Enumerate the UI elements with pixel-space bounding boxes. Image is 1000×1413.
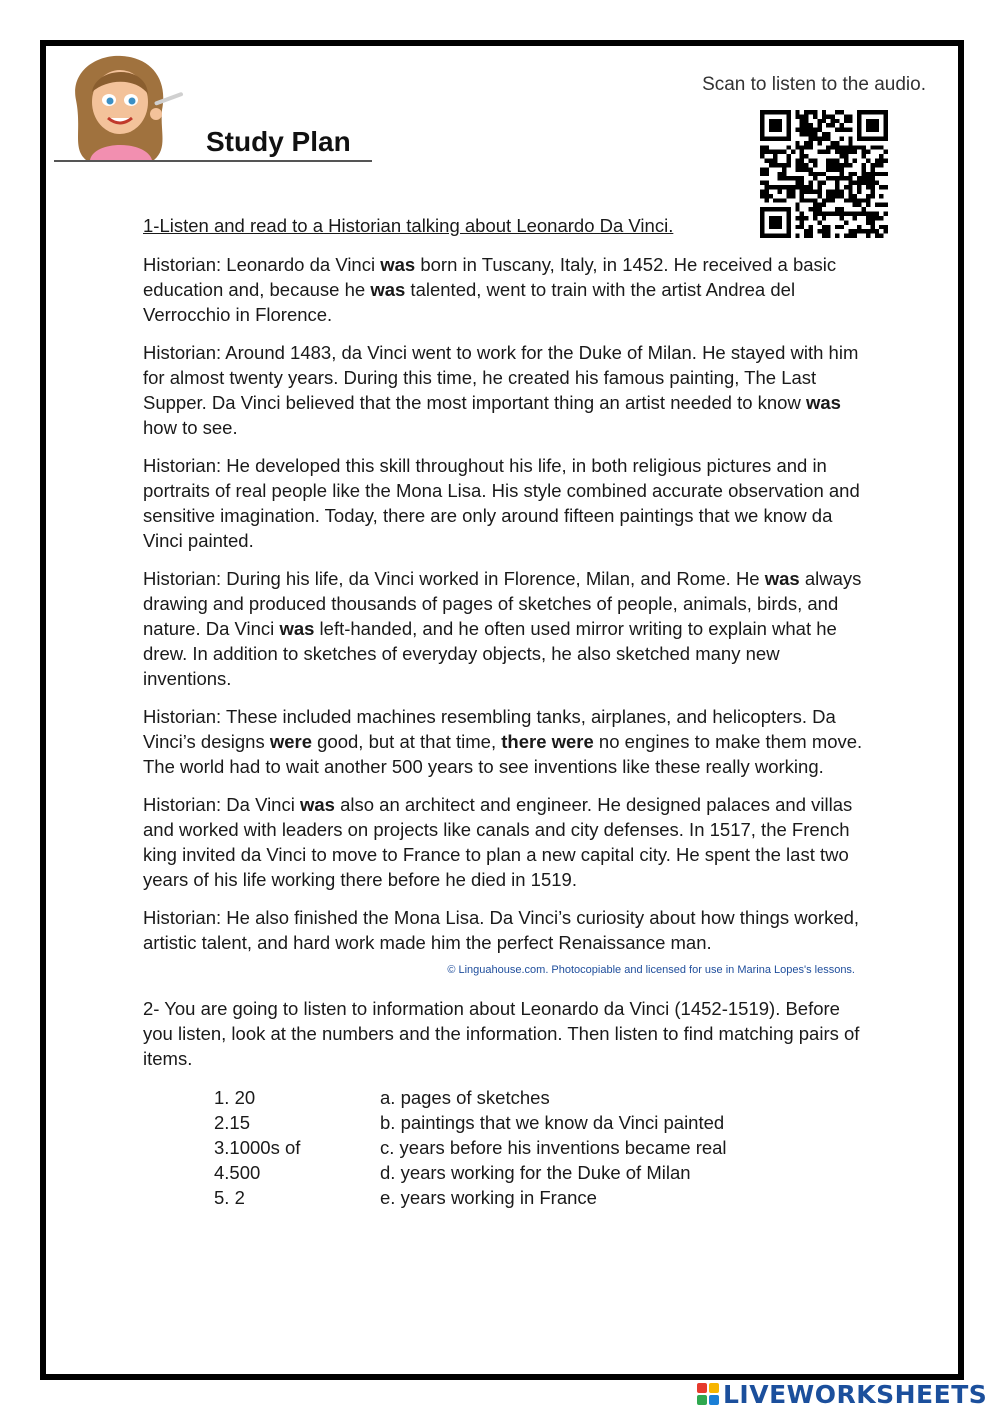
historian-paragraph: Historian: Around 1483, da Vinci went to work for the Duke of Milan. He stayed with him for almost twenty years. During this time, he created his famous painting, The Last Supper. Da Vinci believed that the most important thing an artist needed to know was how to see. — [143, 342, 859, 438]
match-row — [214, 1110, 727, 1135]
worksheet-page — [40, 40, 964, 1380]
logo-square — [709, 1383, 719, 1393]
historian-paragraph: Historian: During his life, da Vinci worked in Florence, Milan, and Rome. He was always drawing and produced thousands of pages of sketches of people, animals, birds, and nature. Da Vinci was left-handed, and he often used mirror writing to explain what he drew. In addition to sketches of everyday objects, he also sketched many new inventions. — [143, 568, 862, 689]
match-row — [214, 1085, 727, 1110]
match-number: 5. 2 — [214, 1187, 245, 1208]
page-title: Study Plan — [206, 126, 351, 157]
match-info: e. years working in France — [380, 1187, 597, 1208]
historian-paragraph: Historian: These included machines resembling tanks, airplanes, and helicopters. Da Vinci’s designs were good, but at that time, there were no engines to make them move. The world had to wait another 500 years to see inventions like these really working. — [143, 706, 863, 777]
match-row — [214, 1160, 727, 1185]
section1-heading: 1-Listen and read to a Historian talking about Leonardo Da Vinci. — [143, 215, 674, 236]
logo-square — [697, 1395, 707, 1405]
match-number: 4.500 — [214, 1162, 261, 1183]
historian-paragraph: Historian: He developed this skill throughout his life, in both religious pictures and in portraits of real people like the Mona Lisa. His style combined accurate observation and sensitive imagination. Today, there are only around fifteen paintings that we know da Vinci painted. — [143, 455, 860, 551]
match-number: 3.1000s of — [214, 1137, 301, 1158]
reading-text — [143, 252, 863, 955]
title-underline — [54, 126, 372, 162]
match-info: d. years working for the Duke of Milan — [380, 1162, 691, 1183]
logo-square — [697, 1383, 707, 1393]
copyright-notice: © Linguahouse.com. Photocopiable and licensed for use in Marina Lopes's lessons. — [447, 964, 855, 976]
section2-instructions: 2- You are going to listen to information about Leonardo da Vinci (1452-1519). Before you listen, look at the numbers and the information. Then listen to find matching pairs of items. — [143, 998, 860, 1069]
historian-paragraph: Historian: Leonardo da Vinci was born in Tuscany, Italy, in 1452. He received a basic education and, because he was talented, went to train with the artist Andrea del Verrocchio in Florence. — [143, 254, 837, 325]
match-info: c. years before his inventions became real — [380, 1137, 727, 1158]
liveworksheets-logo-text: LIVEWORKSHEETS — [723, 1379, 988, 1409]
match-row — [214, 1185, 727, 1210]
match-row — [214, 1135, 727, 1160]
historian-paragraph: Historian: Da Vinci was also an architect and engineer. He designed palaces and villas and worked with leaders on projects like canals and city defenses. In 1517, the French king invited da Vinci to move to France to plan a new capital city. He spent the last two years of his life working there before he died in 1519. — [143, 794, 853, 890]
match-info: b. paintings that we know da Vinci painted — [380, 1112, 725, 1133]
scan-instruction: Scan to listen to the audio. — [702, 74, 926, 95]
liveworksheets-logo-icon — [697, 1383, 719, 1405]
match-number: 2.15 — [214, 1112, 251, 1133]
content — [143, 214, 863, 1210]
historian-paragraph: Historian: He also finished the Mona Lisa. Da Vinci’s curiosity about how things worked, artistic talent, and hard work made him the perfect Renaissance man. — [143, 907, 860, 953]
liveworksheets-logo[interactable] — [697, 1378, 987, 1410]
match-info: a. pages of sketches — [380, 1087, 550, 1108]
matching-table — [214, 1085, 727, 1210]
logo-square — [709, 1395, 719, 1405]
match-number: 1. 20 — [214, 1087, 256, 1108]
